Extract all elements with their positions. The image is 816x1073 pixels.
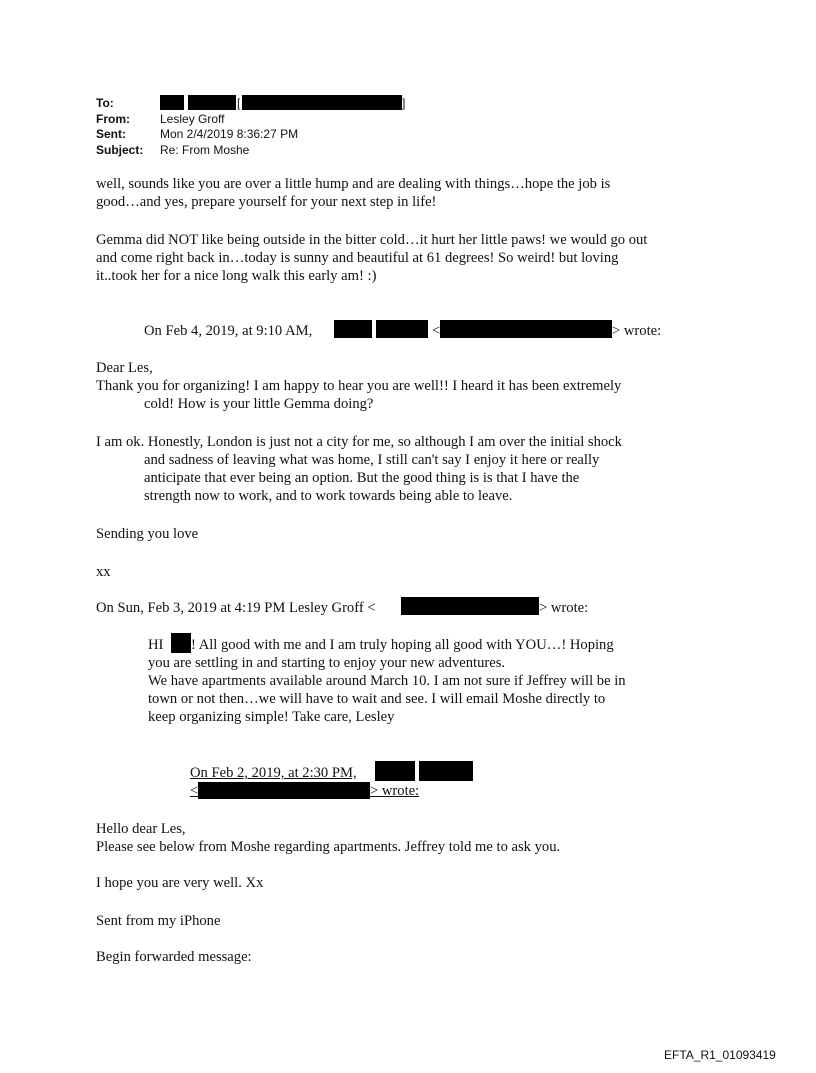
text-line: > wrote: [370, 783, 420, 799]
text-line: keep organizing simple! Take care, Lesley [148, 709, 395, 725]
from-label: From: [96, 112, 130, 126]
to-bracket-close: ] [402, 96, 406, 110]
text-line: HI [148, 637, 164, 653]
text-line: We have apartments available around March 10. I am not sure if Jeffrey will be in [148, 673, 626, 689]
text-line: town or not then…we will have to wait and see. I will email Moshe directly to [148, 691, 606, 707]
text-line: Begin forwarded message: [96, 949, 252, 965]
text-line: anticipate that ever being an option. But the good thing is is that I have the [144, 470, 580, 486]
redaction-sender-last [376, 320, 428, 338]
text-line: good…and yes, prepare yourself for your next step in life! [96, 194, 437, 210]
text-line: strength now to work, and to work towards being able to leave. [144, 488, 513, 504]
from-value: Lesley Groff [160, 112, 225, 126]
to-label: To: [96, 96, 114, 110]
text-line: On Feb 4, 2019, at 9:10 AM, [144, 323, 313, 339]
text-line: > wrote: [539, 600, 589, 616]
redaction-sender-last [419, 761, 473, 781]
text-line: Please see below from Moshe regarding apartments. Jeffrey told me to ask you. [96, 839, 561, 855]
text-line: and sadness of leaving what was home, I still can't say I enjoy it here or really [144, 452, 600, 468]
redaction-sender-email [440, 320, 612, 338]
text-line: you are settling in and starting to enjoy your new adventures. [148, 655, 506, 671]
text-line: I am ok. Honestly, London is just not a city for me, so although I am over the initial shock [96, 434, 622, 450]
text-line: I hope you are very well. Xx [96, 875, 264, 891]
redaction-to-first [160, 95, 184, 110]
subject-label: Subject: [96, 143, 144, 157]
text-line: Sent from my iPhone [96, 913, 221, 929]
text-line: Thank you for organizing! I am happy to hear you are well!! I heard it has been extremely [96, 378, 622, 394]
text-line: < [432, 323, 441, 339]
text-line: it..took her for a nice long walk this early am! :) [96, 268, 377, 284]
redaction-email [401, 597, 539, 615]
text-line: < [190, 783, 199, 799]
bates-number: EFTA_R1_01093419 [664, 1048, 776, 1062]
to-bracket-open: [ [237, 96, 241, 110]
text-line: Dear Les, [96, 360, 153, 376]
text-line: On Feb 2, 2019, at 2:30 PM, [190, 765, 357, 781]
redaction-name [171, 633, 191, 653]
redaction-to-email [242, 95, 402, 110]
text-line: Hello dear Les, [96, 821, 186, 837]
text-line: On Sun, Feb 3, 2019 at 4:19 PM Lesley Groff < [96, 600, 376, 616]
redaction-to-last [188, 95, 236, 110]
text-line: well, sounds like you are over a little hump and are dealing with things…hope the job is [96, 176, 611, 192]
sent-label: Sent: [96, 127, 126, 141]
redaction-sender-email [198, 782, 370, 799]
text-line: and come right back in…today is sunny and beautiful at 61 degrees! So weird! but loving [96, 250, 619, 266]
subject-value: Re: From Moshe [160, 143, 250, 157]
text-line: Gemma did NOT like being outside in the bitter cold…it hurt her little paws! we would go out [96, 232, 648, 248]
text-line: ! All good with me and I am truly hoping all good with YOU…! Hoping [191, 637, 614, 653]
redaction-sender-first [334, 320, 372, 338]
redaction-sender-first [375, 761, 415, 781]
text-line: xx [96, 564, 111, 580]
text-line: Sending you love [96, 526, 199, 542]
sent-value: Mon 2/4/2019 8:36:27 PM [160, 127, 299, 141]
text-line: cold! How is your little Gemma doing? [144, 396, 374, 412]
text-line: > wrote: [612, 323, 662, 339]
